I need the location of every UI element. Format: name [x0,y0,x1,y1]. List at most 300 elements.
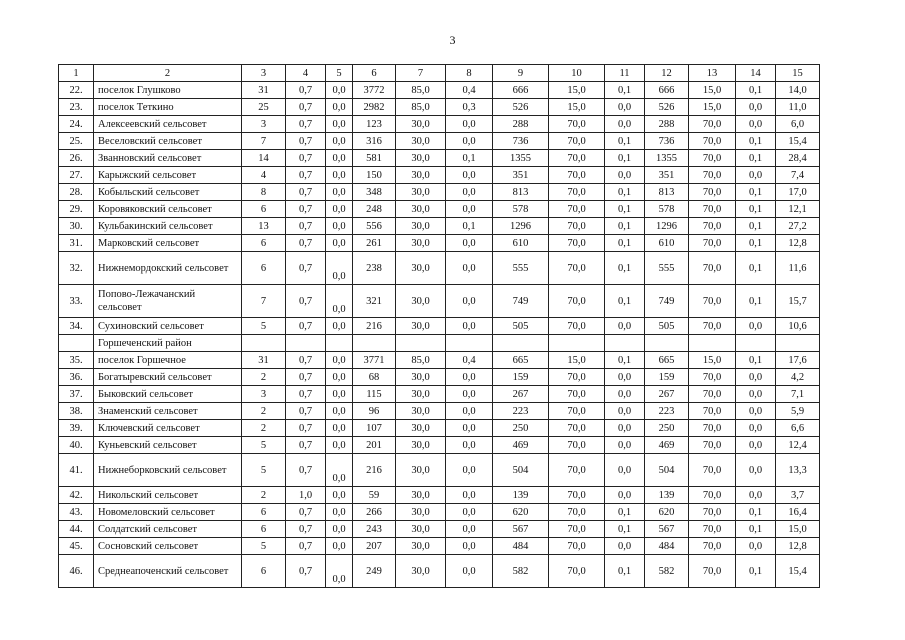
value-cell: 123 [353,116,396,133]
value-cell [326,335,353,352]
value-cell: 0,0 [446,386,493,403]
value-cell: 248 [353,201,396,218]
value-cell: 0,1 [605,252,645,285]
name-cell: Сосновский сельсовет [94,538,242,555]
value-cell: 0,1 [736,184,776,201]
value-cell: 0,0 [326,369,353,386]
value-cell: 0,0 [736,167,776,184]
value-cell: 30,0 [396,504,446,521]
column-header: 9 [493,65,549,82]
value-cell: 0,0 [446,555,493,588]
value-cell: 484 [645,538,689,555]
value-cell: 7 [242,285,286,318]
value-cell: 0,0 [326,386,353,403]
value-cell: 30,0 [396,252,446,285]
value-cell: 30,0 [396,116,446,133]
value-cell: 0,7 [286,454,326,487]
value-cell: 484 [493,538,549,555]
value-cell: 0,7 [286,352,326,369]
value-cell: 0,0 [446,454,493,487]
value-cell: 0,0 [326,555,353,588]
value-cell: 70,0 [689,133,736,150]
value-cell: 749 [493,285,549,318]
value-cell: 0,0 [446,285,493,318]
value-cell: 813 [645,184,689,201]
value-cell: 0,0 [326,133,353,150]
column-header: 5 [326,65,353,82]
value-cell: 30,0 [396,487,446,504]
value-cell: 30,0 [396,386,446,403]
name-cell: Кульбакинский сельсовет [94,218,242,235]
value-cell: 6 [242,521,286,538]
value-cell: 15,0 [549,99,605,116]
value-cell: 0,0 [446,487,493,504]
row-number-cell: 46. [59,555,94,588]
value-cell: 0,0 [446,437,493,454]
value-cell: 70,0 [549,538,605,555]
value-cell: 3772 [353,82,396,99]
value-cell: 567 [493,521,549,538]
value-cell: 578 [493,201,549,218]
table-row [59,437,820,454]
value-cell: 159 [645,369,689,386]
value-cell [353,335,396,352]
value-cell: 0,0 [446,252,493,285]
value-cell: 0,0 [605,167,645,184]
value-cell: 6,6 [776,420,820,437]
column-header: 2 [94,65,242,82]
value-cell: 0,3 [446,99,493,116]
value-cell: 139 [645,487,689,504]
value-cell: 0,0 [326,521,353,538]
value-cell: 27,2 [776,218,820,235]
value-cell: 0,0 [736,420,776,437]
table-row [59,403,820,420]
value-cell: 96 [353,403,396,420]
value-cell: 665 [645,352,689,369]
value-cell: 70,0 [549,167,605,184]
value-cell: 70,0 [689,504,736,521]
value-cell: 70,0 [689,521,736,538]
value-cell: 15,0 [549,82,605,99]
value-cell: 223 [493,403,549,420]
value-cell: 0,7 [286,538,326,555]
table-row [59,133,820,150]
value-cell: 17,0 [776,184,820,201]
value-cell: 0,1 [736,252,776,285]
value-cell: 0,1 [605,521,645,538]
value-cell [446,335,493,352]
table-row [59,201,820,218]
column-header: 4 [286,65,326,82]
value-cell: 2 [242,369,286,386]
value-cell: 0,7 [286,420,326,437]
value-cell: 0,1 [605,555,645,588]
value-cell: 0,1 [736,504,776,521]
name-cell: поселок Горшечное [94,352,242,369]
value-cell: 0,0 [326,487,353,504]
value-cell: 5 [242,437,286,454]
name-cell: Знаменский сельсовет [94,403,242,420]
value-cell: 30,0 [396,150,446,167]
value-cell: 85,0 [396,82,446,99]
value-cell: 0,0 [605,437,645,454]
value-cell: 288 [645,116,689,133]
value-cell: 0,0 [736,116,776,133]
value-cell: 30,0 [396,403,446,420]
value-cell: 0,7 [286,201,326,218]
value-cell: 0,0 [736,487,776,504]
value-cell: 0,0 [446,235,493,252]
value-cell: 5 [242,454,286,487]
value-cell: 0,0 [605,369,645,386]
value-cell: 0,1 [605,82,645,99]
value-cell: 2 [242,420,286,437]
column-header: 3 [242,65,286,82]
value-cell: 813 [493,184,549,201]
value-cell: 526 [493,99,549,116]
value-cell: 0,0 [446,538,493,555]
value-cell: 261 [353,235,396,252]
data-table [58,64,820,588]
value-cell: 348 [353,184,396,201]
row-number-cell: 35. [59,352,94,369]
value-cell: 504 [493,454,549,487]
value-cell: 207 [353,538,396,555]
value-cell: 0,0 [446,116,493,133]
value-cell: 0,0 [326,437,353,454]
value-cell: 316 [353,133,396,150]
name-cell: Нижнемордокский сельсовет [94,252,242,285]
column-header: 13 [689,65,736,82]
value-cell: 30,0 [396,318,446,335]
value-cell: 8 [242,184,286,201]
value-cell: 620 [645,504,689,521]
value-cell: 70,0 [549,555,605,588]
value-cell: 70,0 [549,437,605,454]
value-cell: 749 [645,285,689,318]
value-cell: 0,0 [446,403,493,420]
value-cell: 0,0 [326,235,353,252]
value-cell: 30,0 [396,555,446,588]
value-cell: 0,0 [605,318,645,335]
page-number: 3 [449,33,456,47]
section-row [59,335,820,352]
column-header: 12 [645,65,689,82]
value-cell [396,335,446,352]
value-cell: 30,0 [396,521,446,538]
value-cell: 13 [242,218,286,235]
value-cell: 238 [353,252,396,285]
value-cell: 4,2 [776,369,820,386]
value-cell: 321 [353,285,396,318]
value-cell: 666 [645,82,689,99]
value-cell: 0,0 [736,369,776,386]
value-cell: 139 [493,487,549,504]
value-cell: 736 [493,133,549,150]
value-cell: 70,0 [549,369,605,386]
value-cell: 30,0 [396,133,446,150]
value-cell: 0,4 [446,82,493,99]
table-row [59,150,820,167]
value-cell: 70,0 [549,454,605,487]
row-number-cell: 32. [59,252,94,285]
name-cell: Званновский сельсовет [94,150,242,167]
table-row [59,218,820,235]
name-cell: Нижнеборковский сельсовет [94,454,242,487]
value-cell: 6 [242,235,286,252]
value-cell: 2982 [353,99,396,116]
value-cell: 70,0 [689,437,736,454]
column-header: 11 [605,65,645,82]
table-row [59,454,820,487]
value-cell: 0,7 [286,252,326,285]
table-row [59,369,820,386]
value-cell: 31 [242,352,286,369]
value-cell: 14,0 [776,82,820,99]
value-cell: 249 [353,555,396,588]
value-cell: 13,3 [776,454,820,487]
value-cell: 0,0 [736,437,776,454]
value-cell: 2 [242,403,286,420]
row-number-cell: 37. [59,386,94,403]
value-cell: 3,7 [776,487,820,504]
value-cell: 0,1 [605,184,645,201]
value-cell: 0,0 [605,386,645,403]
value-cell: 0,1 [605,218,645,235]
value-cell: 0,0 [326,420,353,437]
value-cell [645,335,689,352]
row-number-cell: 33. [59,285,94,318]
value-cell: 504 [645,454,689,487]
value-cell: 0,0 [605,116,645,133]
value-cell: 0,1 [605,504,645,521]
value-cell: 0,1 [446,150,493,167]
value-cell: 0,7 [286,150,326,167]
value-cell: 70,0 [549,318,605,335]
table-row [59,99,820,116]
value-cell: 30,0 [396,218,446,235]
name-cell: Быковский сельсовет [94,386,242,403]
name-cell: Марковский сельсовет [94,235,242,252]
value-cell: 30,0 [396,184,446,201]
value-cell: 0,1 [736,521,776,538]
value-cell: 0,1 [736,82,776,99]
row-number-cell: 26. [59,150,94,167]
value-cell: 15,0 [776,521,820,538]
value-cell: 70,0 [689,116,736,133]
value-cell: 107 [353,420,396,437]
value-cell: 70,0 [549,116,605,133]
value-cell: 0,7 [286,133,326,150]
value-cell: 0,1 [605,133,645,150]
value-cell: 5 [242,318,286,335]
value-cell: 70,0 [549,184,605,201]
value-cell: 68 [353,369,396,386]
value-cell: 505 [645,318,689,335]
value-cell: 70,0 [689,538,736,555]
value-cell: 555 [645,252,689,285]
value-cell: 15,0 [689,352,736,369]
value-cell: 159 [493,369,549,386]
value-cell: 0,0 [326,201,353,218]
value-cell: 15,7 [776,285,820,318]
value-cell: 0,1 [605,285,645,318]
value-cell: 12,1 [776,201,820,218]
value-cell: 85,0 [396,352,446,369]
value-cell: 59 [353,487,396,504]
value-cell: 0,1 [605,352,645,369]
name-cell: Коровяковский сельсовет [94,201,242,218]
value-cell: 0,0 [326,218,353,235]
value-cell: 3771 [353,352,396,369]
value-cell: 70,0 [689,201,736,218]
value-cell: 0,0 [326,99,353,116]
table-row [59,555,820,588]
value-cell: 30,0 [396,235,446,252]
name-cell: Богатыревский сельсовет [94,369,242,386]
value-cell: 11,0 [776,99,820,116]
value-cell: 31 [242,82,286,99]
row-number-cell: 24. [59,116,94,133]
value-cell: 70,0 [689,555,736,588]
value-cell: 216 [353,318,396,335]
value-cell: 0,0 [326,252,353,285]
row-number-cell: 44. [59,521,94,538]
value-cell: 0,7 [286,386,326,403]
value-cell: 70,0 [549,386,605,403]
value-cell: 266 [353,504,396,521]
table-row [59,386,820,403]
value-cell: 0,7 [286,99,326,116]
value-cell: 70,0 [689,318,736,335]
value-cell: 0,0 [326,403,353,420]
value-cell [242,335,286,352]
value-cell: 0,0 [326,504,353,521]
value-cell: 0,0 [326,116,353,133]
value-cell: 0,0 [736,99,776,116]
value-cell: 0,7 [286,184,326,201]
value-cell: 0,0 [736,386,776,403]
value-cell: 736 [645,133,689,150]
value-cell: 30,0 [396,369,446,386]
name-cell: Никольский сельсовет [94,487,242,504]
table-row [59,184,820,201]
value-cell: 243 [353,521,396,538]
value-cell: 0,7 [286,437,326,454]
value-cell: 10,6 [776,318,820,335]
value-cell: 70,0 [549,150,605,167]
table-row [59,538,820,555]
value-cell: 469 [645,437,689,454]
value-cell [689,335,736,352]
row-number-cell: 31. [59,235,94,252]
table-row [59,252,820,285]
column-header: 7 [396,65,446,82]
value-cell: 0,0 [446,318,493,335]
value-cell: 7,1 [776,386,820,403]
value-cell: 15,0 [689,99,736,116]
value-cell: 70,0 [689,420,736,437]
value-cell: 0,0 [326,150,353,167]
value-cell: 0,0 [605,420,645,437]
value-cell: 0,0 [326,538,353,555]
value-cell: 6,0 [776,116,820,133]
value-cell: 0,0 [736,403,776,420]
value-cell: 0,7 [286,82,326,99]
value-cell: 1355 [645,150,689,167]
value-cell: 223 [645,403,689,420]
table-row [59,82,820,99]
table-header-row [59,65,820,82]
value-cell: 5 [242,538,286,555]
value-cell [776,335,820,352]
value-cell: 70,0 [689,252,736,285]
value-cell: 0,0 [326,352,353,369]
value-cell: 0,0 [736,318,776,335]
value-cell: 70,0 [689,487,736,504]
value-cell: 0,7 [286,369,326,386]
value-cell: 0,7 [286,555,326,588]
value-cell: 70,0 [549,201,605,218]
value-cell [736,335,776,352]
name-cell: Новомеловский сельсовет [94,504,242,521]
value-cell: 0,0 [446,504,493,521]
row-number-cell: 23. [59,99,94,116]
table-body [59,65,820,588]
row-number-cell: 40. [59,437,94,454]
value-cell: 581 [353,150,396,167]
value-cell: 666 [493,82,549,99]
row-number-cell: 34. [59,318,94,335]
value-cell: 610 [645,235,689,252]
value-cell: 250 [493,420,549,437]
value-cell: 12,8 [776,235,820,252]
value-cell [286,335,326,352]
value-cell: 7,4 [776,167,820,184]
value-cell: 0,1 [446,218,493,235]
value-cell: 70,0 [549,420,605,437]
column-header: 1 [59,65,94,82]
value-cell: 0,1 [736,235,776,252]
row-number-cell: 27. [59,167,94,184]
value-cell: 70,0 [549,504,605,521]
value-cell: 30,0 [396,167,446,184]
table-row [59,420,820,437]
row-number-cell: 38. [59,403,94,420]
value-cell: 0,0 [446,369,493,386]
value-cell: 0,7 [286,318,326,335]
value-cell: 556 [353,218,396,235]
value-cell: 3 [242,116,286,133]
value-cell: 30,0 [396,420,446,437]
value-cell: 70,0 [689,369,736,386]
value-cell: 0,0 [736,454,776,487]
value-cell: 582 [645,555,689,588]
value-cell: 0,0 [605,538,645,555]
row-number-cell [59,335,94,352]
value-cell: 70,0 [549,487,605,504]
value-cell: 0,0 [326,82,353,99]
value-cell: 70,0 [689,218,736,235]
value-cell: 70,0 [689,167,736,184]
table-row [59,504,820,521]
value-cell: 216 [353,454,396,487]
row-number-cell: 25. [59,133,94,150]
value-cell: 4 [242,167,286,184]
value-cell: 0,7 [286,521,326,538]
name-cell: Горшеченский район [94,335,242,352]
